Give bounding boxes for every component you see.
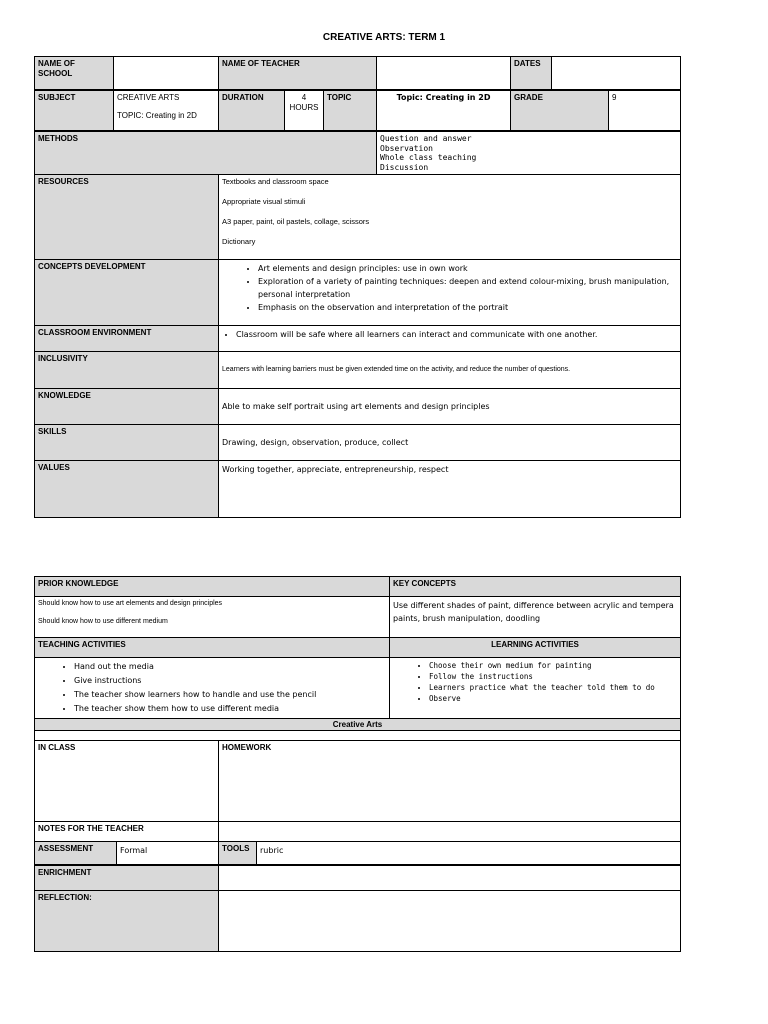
teaching-item: • The teacher show learners how to handle and use the pencil — [74, 688, 386, 702]
assessment-label: ASSESSMENT — [35, 842, 117, 864]
method-item: Whole class teaching — [380, 153, 477, 162]
values-value: Working together, appreciate, entrepreneurship, respect — [219, 461, 681, 518]
name-of-school-field[interactable] — [114, 57, 219, 90]
values-label: VALUES — [35, 461, 219, 518]
lesson-plan-header-table — [34, 56, 681, 131]
creative-arts-banner: Creative Arts — [35, 719, 681, 731]
notes-label: NOTES FOR THE TEACHER — [35, 822, 219, 842]
knowledge-value: Able to make self portrait using art elements and design principles — [219, 389, 681, 425]
name-of-school-label: NAME OF SCHOOL — [35, 57, 114, 90]
teaching-item: • Give instructions — [74, 674, 386, 688]
inclusivity-label: INCLUSIVITY — [35, 352, 219, 389]
subject-topic: TOPIC: Creating in 2D — [117, 110, 197, 120]
learning-item: • Observe — [429, 693, 677, 704]
learning-item: • Choose their own medium for painting — [429, 660, 677, 671]
method-item: Discussion — [380, 162, 429, 172]
name-of-teacher-label: NAME OF TEACHER — [219, 57, 377, 90]
concept-item: • Emphasis on the observation and interpretation of the portrait — [258, 301, 677, 314]
assessment-cell — [35, 842, 219, 866]
assessment-value: Formal — [117, 842, 218, 864]
key-concepts-label: KEY CONCEPTS — [390, 577, 681, 597]
prior-knowledge-label: PRIOR KNOWLEDGE — [35, 577, 390, 597]
lesson-plan-details-table — [34, 130, 681, 518]
prior-knowledge-item: Should know how to use art elements and design principles — [38, 600, 223, 607]
learning-activities-label: LEARNING ACTIVITIES — [390, 638, 681, 658]
classroom-value: • Classroom will be safe where all learners can interact and communicate with one another. — [236, 328, 677, 341]
learning-item: • Learners practice what the teacher told them to do — [429, 682, 677, 693]
resource-item: A3 paper, paint, oil pastels, collage, scissors — [222, 217, 370, 226]
method-item: Question and answer — [380, 134, 472, 143]
concepts-list — [219, 260, 681, 326]
concept-item: • Exploration of a variety of painting techniques: deepen and extend colour-mixing, brush manipulation, personal interpretation — [258, 275, 677, 301]
topic-value: Topic: Creating in 2D — [377, 90, 511, 131]
resources-list — [219, 175, 681, 260]
page-title: CREATIVE ARTS: TERM 1 — [322, 32, 446, 43]
subject-value: CREATIVE ARTS — [117, 92, 180, 102]
name-of-teacher-field[interactable] — [377, 57, 511, 90]
enrichment-label: ENRICHMENT — [35, 865, 219, 890]
learning-activities-list — [390, 658, 681, 719]
teaching-item: • Hand out the media — [74, 660, 386, 674]
prior-knowledge-list — [35, 597, 390, 638]
lesson-activities-table — [34, 576, 681, 952]
inclusivity-value: Learners with learning barriers must be given extended time on the activity, and reduce the number of questions. — [219, 352, 681, 389]
resource-item: Appropriate visual stimuli — [222, 197, 306, 206]
key-concepts-value: Use different shades of paint, difference between acrylic and tempera paints, brush manipulation, doodling — [390, 597, 681, 638]
subject-label: SUBJECT — [35, 90, 114, 131]
tools-cell — [219, 842, 681, 866]
tools-label: TOOLS — [219, 842, 257, 864]
grade-label: GRADE — [511, 90, 609, 131]
teaching-activities-list — [35, 658, 390, 719]
resource-item: Dictionary — [222, 237, 256, 246]
classroom-cell — [219, 326, 681, 352]
spacer-row — [35, 731, 681, 741]
dates-field[interactable] — [552, 57, 681, 90]
methods-label: METHODS — [35, 131, 377, 175]
learning-item: • Follow the instructions — [429, 671, 677, 682]
homework-label: HOMEWORK — [219, 741, 681, 822]
reflection-label: REFLECTION: — [35, 890, 219, 951]
grade-value: 9 — [609, 90, 681, 131]
concepts-label: CONCEPTS DEVELOPMENT — [35, 260, 219, 326]
teaching-activities-label: TEACHING ACTIVITIES — [35, 638, 390, 658]
dates-label: DATES — [511, 57, 552, 90]
knowledge-label: KNOWLEDGE — [35, 389, 219, 425]
enrichment-field[interactable] — [219, 865, 681, 890]
methods-list — [377, 131, 681, 175]
topic-label: TOPIC — [324, 90, 377, 131]
classroom-label: CLASSROOM ENVIRONMENT — [35, 326, 219, 352]
duration-value: 4 HOURS — [285, 90, 324, 131]
resources-label: RESOURCES — [35, 175, 219, 260]
duration-label: DURATION — [219, 90, 285, 131]
resource-item: Textbooks and classroom space — [222, 177, 329, 186]
method-item: Observation — [380, 143, 433, 153]
skills-value: Drawing, design, observation, produce, collect — [219, 425, 681, 461]
in-class-label: IN CLASS — [35, 741, 219, 822]
skills-label: SKILLS — [35, 425, 219, 461]
reflection-field[interactable] — [219, 890, 681, 951]
notes-field[interactable] — [219, 822, 681, 842]
teaching-item: • The teacher show them how to use different media — [74, 702, 386, 716]
prior-knowledge-item: Should know how to use different medium — [38, 618, 168, 625]
tools-value: rubric — [260, 846, 284, 855]
subject-cell — [114, 90, 219, 131]
concept-item: • Art elements and design principles: use in own work — [258, 262, 677, 275]
